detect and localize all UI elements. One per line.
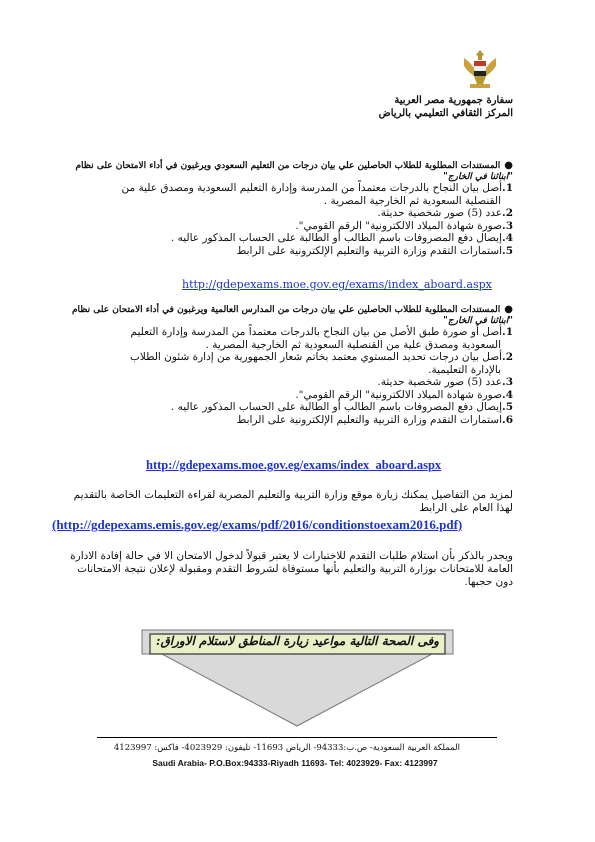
banner-title: وفى الصحة التالية مواعيد زيارة المناطق لاستلام الاوراق: xyxy=(156,634,439,648)
cultural-center-name: المركز الثقافي التعليمي بالرياض xyxy=(378,108,513,119)
list-item: 3.صورة شهادة الميلاد الالكترونية" الرقم القومي". xyxy=(295,219,513,232)
list-item: 1.أصل أو صورة طبق الأصل من بيان النجاح بالدرجات معتمداً من المدرسة وإدارة التعليم السعودية ومصدق علية من القنصلية السعودية ثم الخارجية المصرية . xyxy=(130,326,513,351)
footer-address-arabic: المملكة العربية السعودية- ص.ب:94333- الرياض 11693- تليفون: 4023929- فاكس: 4123997 xyxy=(113,743,460,753)
more-details-paragraph: لمزيد من التفاصيل يمكنك زيارة موقع وزارة التربية والتعليم المصرية لقراءة التعليمات الخاصة بالتقديم لهذا العام على الرابط xyxy=(73,489,513,514)
section-subheading: "ابنائنا في الخارج" xyxy=(443,172,513,182)
list-item: 5.استمارات التقدم وزارة التربية والتعليم الإلكترونية على الرابط xyxy=(236,244,513,257)
section-heading: ●المستندات المطلوبة للطلاب الحاصلين علي بيان درجات من التعليم السعودي ويرغبون في أداء الامتحان على نظام xyxy=(75,160,513,171)
exam-registration-link[interactable]: http://gdepexams.moe.gov.eg/exams/index_aboard.aspx xyxy=(182,278,492,291)
list-item: 3.عدد (5) صور شخصية حديثة. xyxy=(377,376,513,388)
requirements-list xyxy=(83,182,513,257)
list-item: 6.استمارات التقدم وزارة التربية والتعليم الإلكترونية على الرابط xyxy=(236,413,513,426)
eagle-emblem-icon xyxy=(460,46,500,92)
list-item: 2.أصل بيان درجات تحديد المستوي معتمد بخاتم شعار الجمهورية من إدارة شئون الطلاب بالإدارة التعليمية. xyxy=(129,351,513,376)
footer-address-english: Saudi Arabia- P.O.Box:94333-Riyadh 11693- Tel: 4023929- Fax: 4123997 xyxy=(152,758,438,768)
list-item: 5.إيصال دفع المصروفات باسم الطالب أو الطالبة على الحساب المذكور عاليه . xyxy=(170,401,513,413)
embassy-name: سفارة جمهورية مصر العربية xyxy=(394,95,513,106)
section-subheading: "ابنائنا في الخارج" xyxy=(443,316,513,326)
requirements-list xyxy=(83,326,513,426)
list-item: 4.صورة شهادة الميلاد الالكترونية" الرقم القومي". xyxy=(295,388,513,401)
section-heading: ●المستندات المطلوبة للطلاب الحاصلين علي بيان درجات من المدارس العالمية ويرغبون في أداء الامتحان على نظام xyxy=(71,304,513,315)
list-item: 2.عدد (5) صور شخصية حديثة. xyxy=(377,207,513,219)
section-local-education xyxy=(75,153,513,257)
bullet-icon: ● xyxy=(504,160,513,171)
list-item: 1.أصل بيان النجاح بالدرجات معتمداً من المدرسة وإدارة التعليم السعودية ومصدق علية من القنصلية السعودية ثم الخارجية المصرية . xyxy=(121,182,513,207)
exam-registration-link[interactable]: http://gdepexams.moe.gov.eg/exams/index_aboard.aspx xyxy=(146,458,442,472)
conditions-pdf-link[interactable]: (http://gdepexams.emis.gov.eg/exams/pdf/2016/conditionstoexam2016.pdf) xyxy=(52,517,463,532)
notice-paragraph: ويجدر بالذكر بأن استلام طلبات التقدم للاختبارات لا يعتبر قبولاً لدخول الامتحان الا في حالة إفادة الادارة العامة للامتحانات بوزارة التربية والتعليم بأنها مستوفاة لشروط التقدم ومقبولة لإعلان نتيجة الامتحانات دون حجبها. xyxy=(70,550,513,588)
bullet-icon: ● xyxy=(504,304,513,315)
list-item: 4.إيصال دفع المصروفات باسم الطالب أو الطالبة على الحساب المذكور عاليه . xyxy=(170,232,513,244)
footer-divider xyxy=(97,737,497,738)
section-international-schools xyxy=(71,297,513,426)
